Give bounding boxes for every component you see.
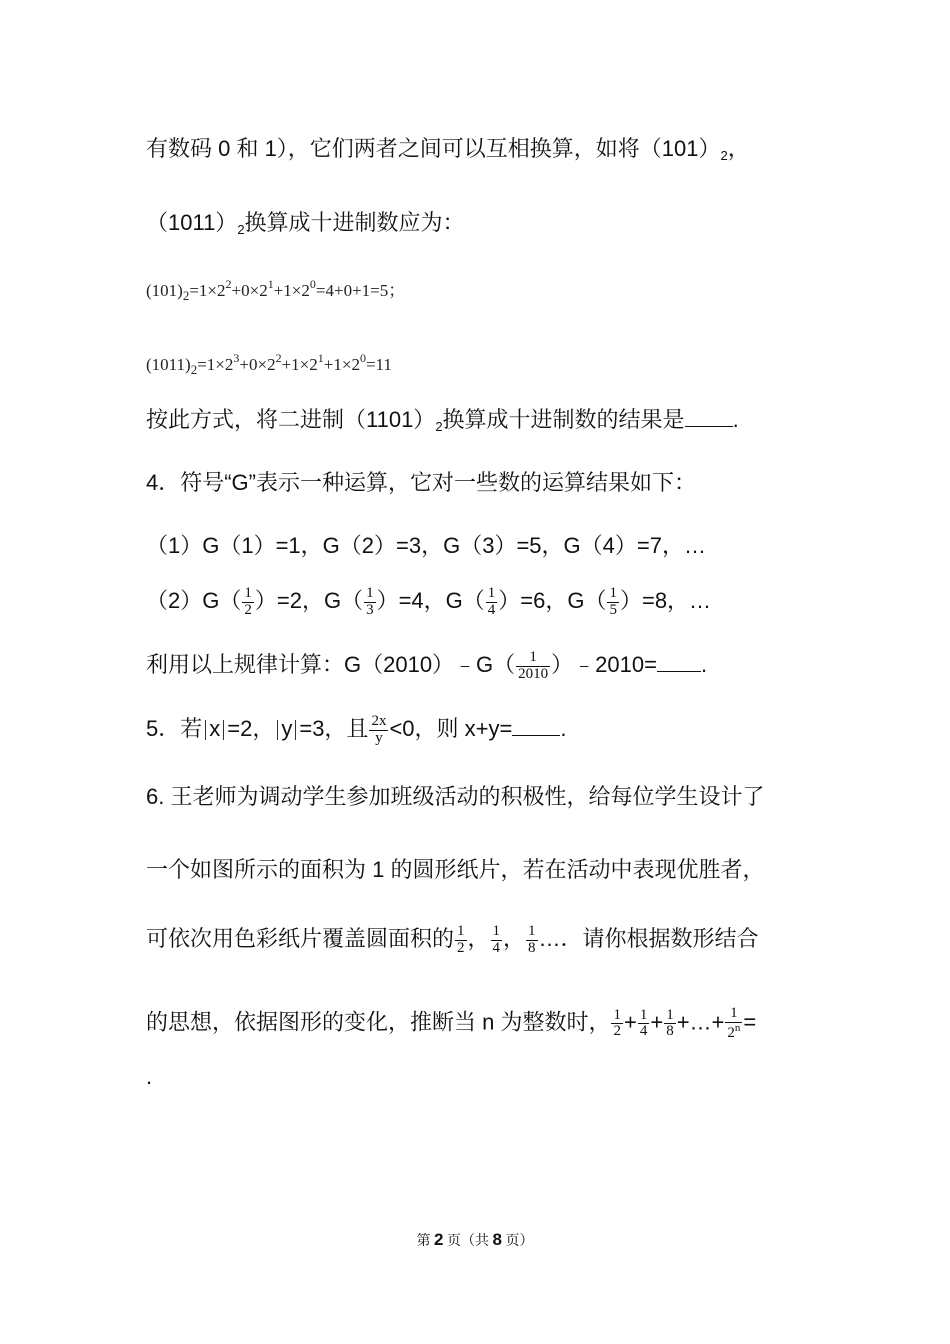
abs-bar xyxy=(277,720,278,740)
fraction: $\frac{1}{2}$ xyxy=(244,585,252,618)
question-4: 4．符号“G”表示一种运算，它对一些数的运算结果如下： xyxy=(146,470,697,495)
question-4-row-1: （1）G（1）=1，G（2）=3，G（3）=5，G（4）=7，… xyxy=(146,533,706,558)
fraction: $\frac{1}{3}$ xyxy=(366,585,374,618)
fraction: $\frac{1}{8}$ xyxy=(666,1006,674,1040)
question-6-line-1: 6. 王老师为调动学生参加班级活动的积极性，给每位学生设计了 xyxy=(146,784,765,809)
abs-bar xyxy=(223,720,224,740)
text-line-1: 有数码 0 和 1），它们两者之间可以互相换算，如将$(101)_2$， xyxy=(146,136,750,163)
page-footer: 第 2 页（共 8 页） xyxy=(416,1230,534,1249)
question-4-row-2: （2）G（ $\frac{1}{2}$ ）=2，G（ $\frac{1}{3}$ ）=4，G（ $\frac{1}{4}$ ）=6，G（ $\frac{1}{5}$ ）=8，… xyxy=(146,585,712,618)
fraction: $\frac{1}{2}$ xyxy=(613,1006,621,1040)
answer-blank xyxy=(685,408,733,427)
abs-bar xyxy=(205,720,206,740)
page-total: 8 xyxy=(492,1230,502,1249)
question-6-line-4: 的思想，依据图形的变化，推断当 n 为整数时， $\frac{1}{2}$ + $\frac{1}{4}$ + $\frac{1}{8}$ +…+ $\frac{1}{2^n}$ = xyxy=(146,1005,757,1041)
fraction: $\frac{1}{4}$ xyxy=(487,585,496,618)
question-4-calculation: 利用以上规律计算：G（2010）﹣G（ $\frac{1}{2010}$ ）﹣2010= . xyxy=(146,649,708,682)
question-6-line-2: 一个如图所示的面积为 1 的圆形纸片，若在活动中表现优胜者， xyxy=(146,857,765,882)
math-equation-101: $(101)_2=1\times 2^2+0\times 2^1+1\times 2^0=4+0+1=5$； xyxy=(146,277,406,303)
question-6-line-3: 可依次用色彩纸片覆盖圆面积的 $\frac{1}{2}$ ， $\frac{1}{4}$ ， $\frac{1}{8}$ …．请你根据数形结合 xyxy=(146,923,759,956)
abs-bar xyxy=(295,720,296,740)
answer-blank xyxy=(512,717,560,736)
fraction: $\frac{1}{4}$ xyxy=(639,1006,648,1040)
fraction: $\frac{1}{5}$ xyxy=(609,585,617,618)
fraction: $\frac{1}{2010}$ xyxy=(518,649,549,682)
fraction: $\frac{2x}{y}$ xyxy=(371,713,387,746)
text-line-3: 按此方式，将二进制$(1101)_2$换算成十进制数的结果是 . xyxy=(146,407,739,434)
fraction: $\frac{1}{4}$ xyxy=(492,923,501,956)
text-line-2: $(1011)_2$换算成十进制数应为： xyxy=(146,210,465,237)
page-number: 2 xyxy=(434,1230,444,1249)
question-6-line-5: . xyxy=(146,1064,153,1089)
fraction: $\frac{1}{8}$ xyxy=(528,923,536,956)
question-5: 5．若 x =2， y =3，且 $\frac{2x}{y}$ <0，则 x+y= . xyxy=(146,713,567,746)
answer-blank xyxy=(657,653,701,672)
fraction: $\frac{1}{2}$ xyxy=(457,923,465,956)
math-equation-1011: $(1011)_2=1\times 2^3+0\times 2^2+1\times 2^1+1\times 2^0=11$ xyxy=(146,351,392,377)
fraction: $\frac{1}{2^n}$ xyxy=(727,1005,741,1041)
